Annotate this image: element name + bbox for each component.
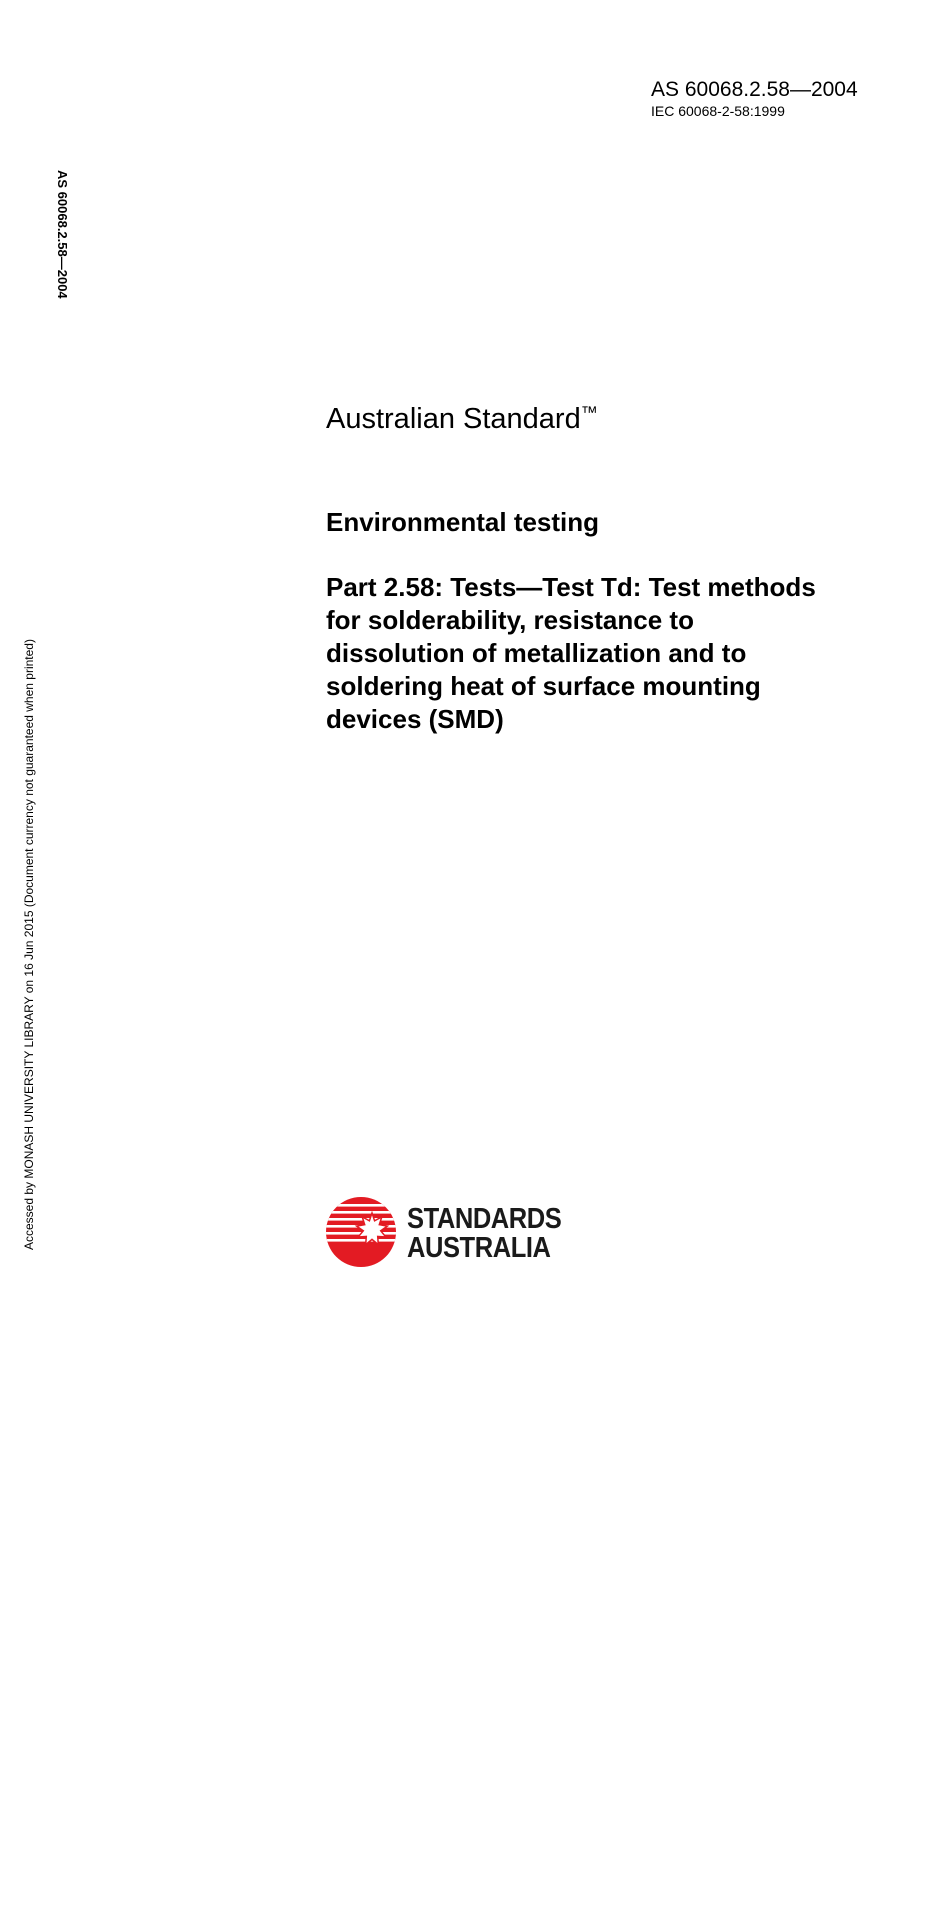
subtitle-line: Part 2.58: Tests—Test Td: Test methods xyxy=(326,572,816,602)
standards-australia-star-logo-icon xyxy=(325,1196,397,1268)
subtitle-line: devices (SMD) xyxy=(326,704,504,734)
document-title: Environmental testing xyxy=(326,507,600,537)
access-note-text: Accessed by MONASH UNIVERSITY LIBRARY on 16 Jun 2015 (Document currency not guaranteed when printed) xyxy=(22,639,36,1250)
document-subtitle xyxy=(326,571,896,736)
standards-australia-logo xyxy=(325,1196,585,1271)
series-text: Australian Standard xyxy=(326,403,581,435)
subtitle-line: soldering heat of surface mounting xyxy=(326,671,761,701)
standard-number: AS 60068.2.58—2004 xyxy=(651,78,858,101)
logo-wordmark xyxy=(407,1205,561,1263)
iec-number: IEC 60068-2-58:1999 xyxy=(651,103,785,119)
access-note xyxy=(22,639,42,1910)
subtitle-line: dissolution of metallization and to xyxy=(326,638,747,668)
series-name xyxy=(326,402,598,436)
trademark-symbol: ™ xyxy=(580,403,598,422)
spine-label xyxy=(55,170,75,330)
spine-text: AS 60068.2.58—2004 xyxy=(55,170,70,299)
logo-line-2: AUSTRALIA xyxy=(407,1232,551,1264)
subtitle-line: for solderability, resistance to xyxy=(326,605,694,635)
logo-line-1: STANDARDS xyxy=(407,1203,562,1235)
